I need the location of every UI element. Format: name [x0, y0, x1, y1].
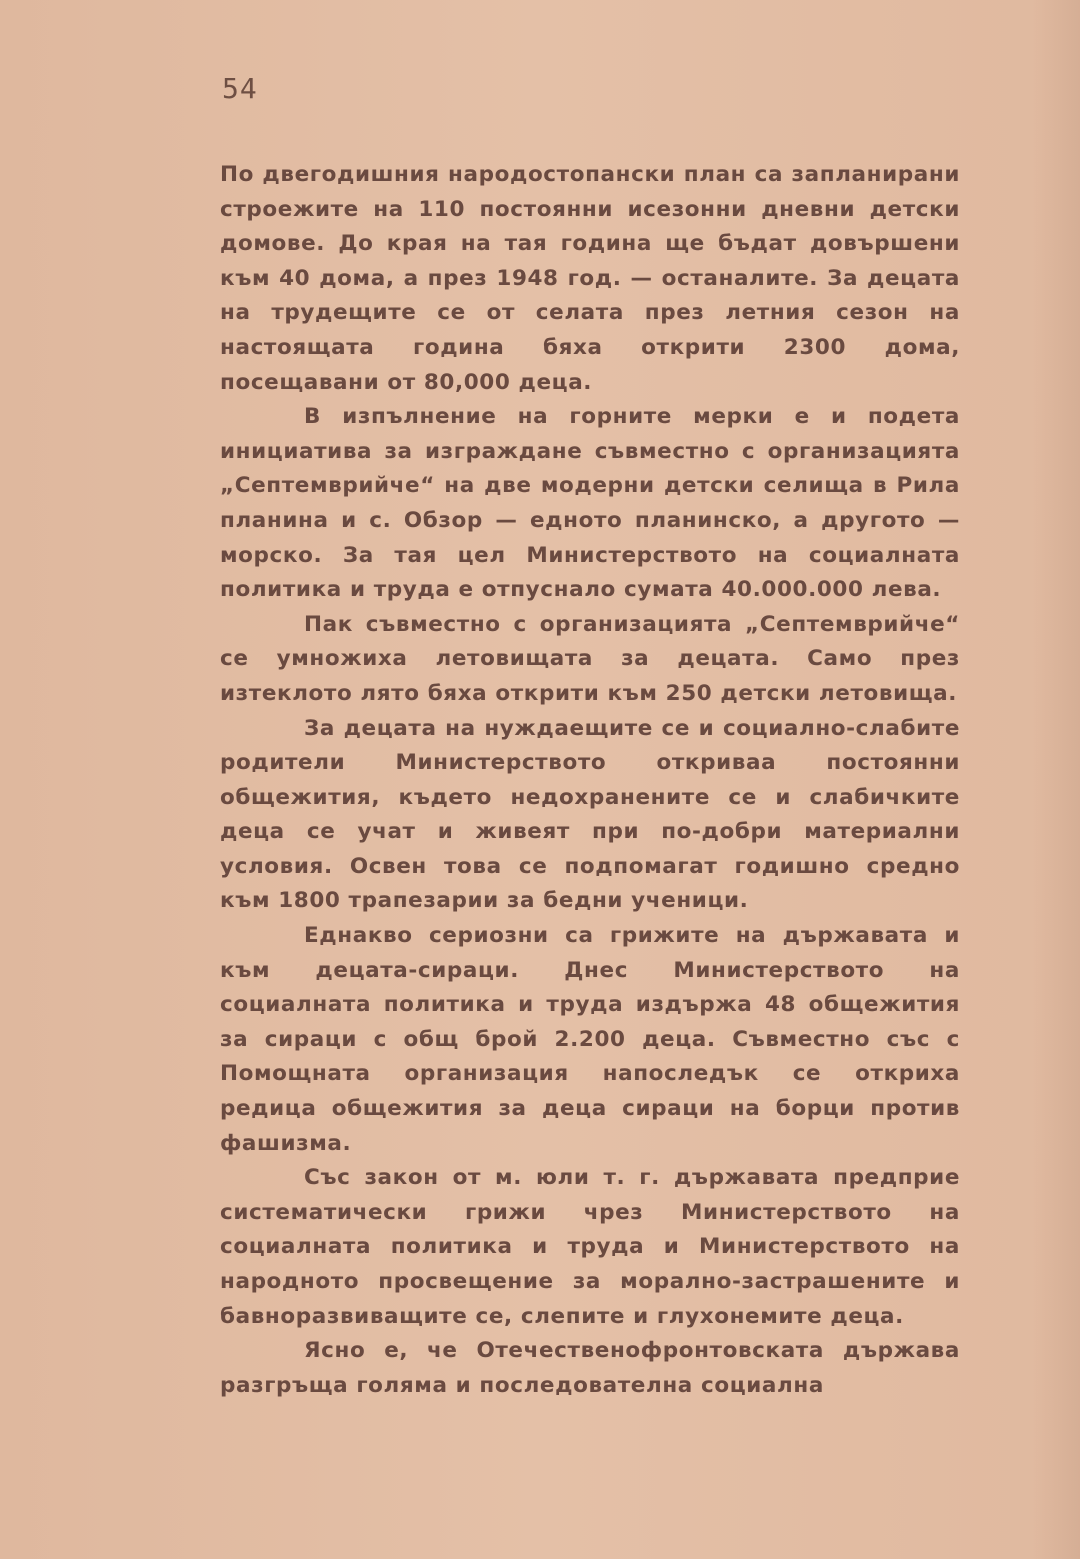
- paragraph-7: Ясно е, че Отечественофронтовската държава разгръща голяма и последователна социална: [220, 1338, 960, 1398]
- paragraph-3: Пак съвместно с организацията „Септемврийче“ се умножиха летовищата за децата. Само през изтеклото лято бяха открити към 250 детски летовища.: [220, 611, 960, 706]
- paragraph-5: Еднакво сериозни са грижите на държавата и към децата-сираци. Днес Министерството на социалната политика и труда издържа 48 общежития за сираци с общ брой 2.200 деца. Съвместно със с Помощната организация напоследък се откриха редица общежития за деца сираци на борци против фашизма.: [220, 923, 960, 1156]
- page-number: 54: [222, 72, 258, 105]
- paragraph-4: За децата на нуждаещите се и социално-слабите родители Министерството откриваа постоянни общежития, където недохранените се и слабичките деца се учат и живеят при по-добри материални условия. Освен това се подпомагат годишно средно към 1800 трапезарии за бедни ученици.: [220, 715, 960, 914]
- paragraph-6: Със закон от м. юли т. г. държавата предприе систематически грижи чрез Министерството на социалната политика и труда и Министерството на народното просвещение за морално-застрашените и бавноразвиващите се, слепите и глухонемите деца.: [220, 1165, 960, 1329]
- paragraph-2: В изпълнение на горните мерки е и подета инициатива за изграждане съвместно с организацията „Септемврийче“ на две модерни детски селища в Рила планина и с. Обзор — едното планинско, а другото — морско. За тая цел Министерството на социалната политика и труда е отпуснало сумата 40.000.000 лева.: [220, 404, 960, 603]
- body-text: [220, 158, 960, 1403]
- page-edge-shadow: [1032, 0, 1080, 1559]
- paragraph-1: По двегодишния народостопански план са запланирани строежите на 110 постоянни исезонни дневни детски домове. До края на тая година ще бъдат довършени към 40 дома, а през 1948 год. — останалите. За децата на трудещите се от селата през летния сезон на настоящата година бяха открити 2300 дома, посещавани от 80,000 деца.: [220, 162, 960, 395]
